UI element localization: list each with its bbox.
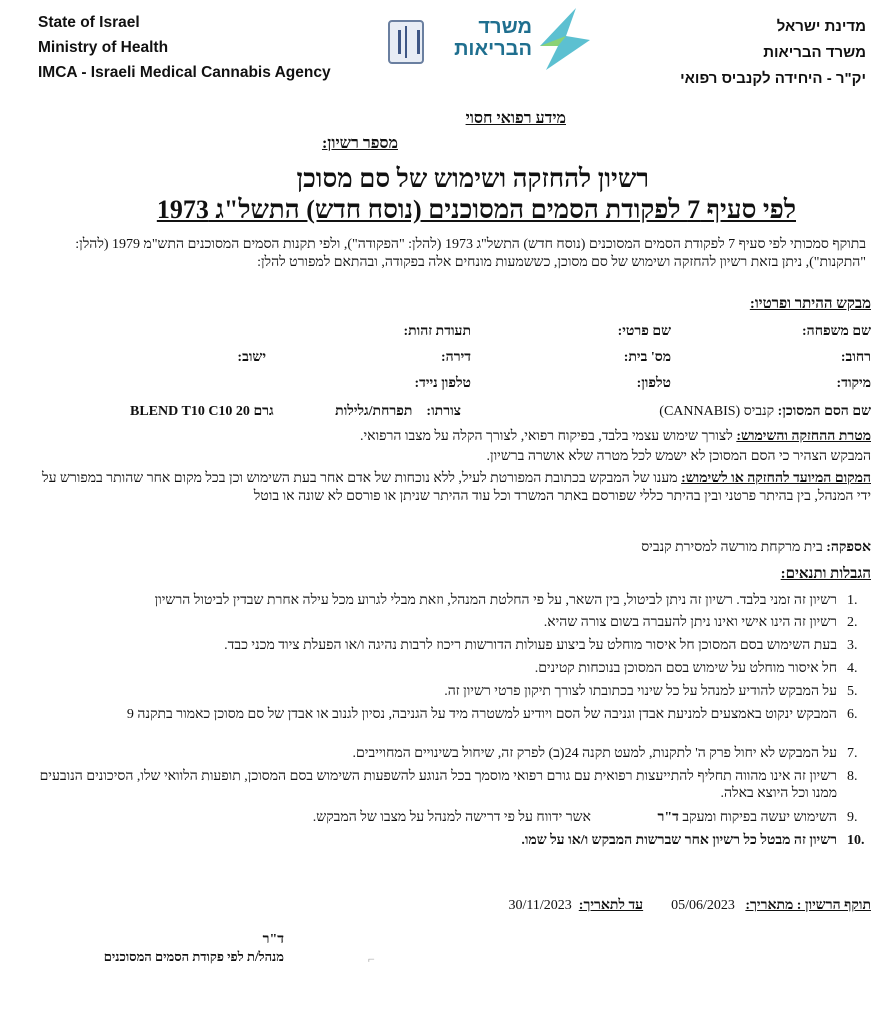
phone-label: טלפון: <box>636 376 671 391</box>
purpose-label: מטרת ההחזקה והשימוש: <box>736 429 871 444</box>
ministry-logo <box>388 6 598 76</box>
condition-text: על המבקש לא יחול פרק ה' לתקנות, למעט תקנה 24(ב) לפרק זה, שיחול בשינויים המחוייבים. <box>352 746 837 761</box>
condition-item-5 <box>30 683 871 700</box>
condition-item-9 <box>30 809 871 826</box>
condition-item-6 <box>30 706 871 723</box>
logo-text-line1: משרד <box>478 16 532 38</box>
supply-label: אספקה: <box>826 540 871 555</box>
condition-text: רשיון זה מבטל כל רשיון אחר שברשות המבקש ו/או על שמו. <box>521 833 837 848</box>
purpose-text: לצורך שימוש עצמי בלבד, בפיקוח רפואי, לצורך הקלה על מצבו הרפואי. <box>360 429 733 444</box>
place-paragraph <box>28 470 871 506</box>
condition-number: 6. <box>847 707 858 722</box>
header-english <box>38 10 331 85</box>
condition-item-1 <box>30 592 871 609</box>
purpose-declaration: המבקש הצהיר כי הסם המסוכן לא ישמש לכל מטרה שלא אושרה ברשיון. <box>486 449 871 464</box>
substance-label: שם הסם המסוכן: <box>777 404 871 419</box>
applicant-heading: מבקש ההיתר ופרטיו: <box>749 296 871 312</box>
license-number-label: מספר רשיון: <box>321 135 398 152</box>
condition-item-8 <box>30 768 871 802</box>
document-subtitle: לפי סעיף 7 לפקודת הסמים המסוכנים (נוסח חדש) התשל"ג 1973 <box>156 195 796 224</box>
substance-row <box>30 404 871 424</box>
intro-paragraph: בתוקף סמכותי לפי סעיף 7 לפקודת הסמים המסוכנים (נוסח חדש) התשל"ג 1973 (להלן: "הפקודה"), ולפי תקנות הסמים המסוכנים התש"מ 1979 (להלן: "התקנות"), ניתן בזאת רשיון להחזקה ושימוש של סם מסוכן, כששמעות מונחים אלה בפקודה, ובהתאם למפורט להלן: <box>75 237 866 270</box>
header-he-ministry: משרד הבריאות <box>763 44 866 61</box>
last-name-label: שם משפחה: <box>802 324 871 339</box>
header-en-agency: IMCA - Israeli Medical Cannabis Agency <box>38 64 331 81</box>
condition-9-rest: אשר ידווח על פי דרישה למנהל על מצבו של המבקש. <box>312 810 591 825</box>
substance-value: קנביס (CANNABIS) <box>659 404 775 419</box>
logo-swoosh-icon <box>536 6 592 72</box>
condition-number: 3. <box>847 638 858 653</box>
signature-title: מנהל/ת לפי פקודת הסמים המסוכנים <box>103 949 284 964</box>
street-label: רחוב: <box>840 350 871 365</box>
header-he-agency: יק"ר - היחידה לקנביס רפואי <box>680 70 866 87</box>
header-hebrew <box>680 14 866 92</box>
condition-text: רשיון זה זמני בלבד. רשיון זה ניתן לביטול, בין השאר, על פי החלטת המנהל, וזאת מבלי לגרוע מכל עילה אחרת שבדין לביטול הרשיון <box>154 593 837 608</box>
condition-number: 5. <box>847 684 858 699</box>
condition-text: רשיון זה אינו מהווה תחליף להתייעצות רפואית עם גורם רפואי מוסמך בכל הנוגע להשפעות השימוש בסם המסוכן, תופעות הלוואי שלו, הסיכונים הנובעים ממנו וכל היוצא באלה. <box>39 769 837 801</box>
apartment-label: דירה: <box>441 350 471 365</box>
header-en-state: State of Israel <box>38 14 140 31</box>
condition-number: 2. <box>847 615 858 630</box>
place-text: מענו של המבקש בכתובת המפורטת לעיל, ללא נוכחות של אדם אחר בעת השימוש וכן בכל מקום אחר שהותר במפורש על ידי המנהל, בין בהיתר פרטני ובין בהיתר כללי שפורסם באתר המשרד וכל עוד ההיתר שניתן או פורסם לא שונה או בוטל <box>42 471 871 504</box>
condition-text: על המבקש להודיע למנהל על כל שינוי בכתובתו לצורך תיקון פרטי רשיון זה. <box>444 684 837 699</box>
header-en-ministry: Ministry of Health <box>38 39 169 56</box>
condition-number: 8. <box>847 769 858 784</box>
condition-text: רשיון זה הינו אישי ואינו ניתן להעברה בשום צורה שהיא. <box>543 615 837 630</box>
condition-text <box>30 809 837 826</box>
form-label: צורתו: <box>426 404 461 419</box>
conditions-heading: הגבלות ותנאים: <box>780 566 871 582</box>
substance-name <box>659 404 871 420</box>
supply-text: בית מרקחת מורשה למסירת קנביס <box>641 540 823 555</box>
condition-9-text: השימוש יעשה בפיקוח ומעקב <box>682 810 837 825</box>
condition-item-4 <box>30 660 871 677</box>
condition-item-3 <box>30 637 871 654</box>
state-emblem-icon <box>388 20 424 64</box>
validity-row <box>509 898 871 914</box>
validity-to-label: עד לתאריך: <box>578 898 644 913</box>
condition-number: 4. <box>847 661 858 676</box>
scan-smudge-icon: ⌐ <box>368 952 375 966</box>
condition-9-doctor: ד"ר <box>657 810 679 825</box>
substance-blend: BLEND T10 C10 20 גרם <box>130 404 274 419</box>
city-label: ישוב: <box>237 350 266 365</box>
zip-label: מיקוד: <box>836 376 871 391</box>
supply-paragraph <box>28 539 871 557</box>
signature-doctor: ד"ר <box>262 932 284 947</box>
condition-item-7 <box>30 745 871 762</box>
substance-form <box>335 404 461 420</box>
validity-to: 30/11/2023 <box>508 898 572 913</box>
mobile-label: טלפון נייד: <box>414 376 471 391</box>
condition-item-10 <box>30 832 871 849</box>
condition-text: המבקש ינקוט באמצעים למניעת אבדן וגניבה של הסם ויודיע למשטרה מיד על הגניבה, נסיון לגנוב או אבדן של סם מסוכן כאמור בתקנה 9 <box>126 707 837 722</box>
house-number-label: מס' בית: <box>623 350 671 365</box>
logo-text <box>432 16 532 60</box>
condition-number: 7. <box>847 746 858 761</box>
condition-number: 10. <box>847 833 865 848</box>
first-name-label: שם פרטי: <box>617 324 671 339</box>
condition-number: 1. <box>847 593 858 608</box>
condition-text: חל איסור מוחלט על שימוש בסם המסוכן בנוכחות קטינים. <box>534 661 837 676</box>
form-value: תפרחת/גלילות <box>335 404 413 419</box>
validity-label: תוקף הרשיון : מתאריך: <box>745 898 871 913</box>
condition-text: בעת השימוש בסם המסוכן חל איסור מוחלט על ביצוע פעולות הדורשות ריכוז לרבות נהיגה ו/או הפעלת ציוד מכני כבד. <box>224 638 837 653</box>
condition-number: 9. <box>847 810 858 825</box>
validity-from: 05/06/2023 <box>671 898 735 913</box>
logo-text-line2: הבריאות <box>454 38 532 60</box>
condition-item-2 <box>30 614 871 631</box>
classification-label: מידע רפואי חסוי <box>465 110 566 127</box>
place-label: המקום המיועד להחזקה או לשימוש: <box>681 471 871 486</box>
header-he-state: מדינת ישראל <box>776 18 866 35</box>
document-title: רשיון להחזקה ושימוש של סם מסוכן <box>296 164 649 193</box>
purpose-paragraph <box>28 428 871 446</box>
id-label: תעודת זהות: <box>403 324 471 339</box>
